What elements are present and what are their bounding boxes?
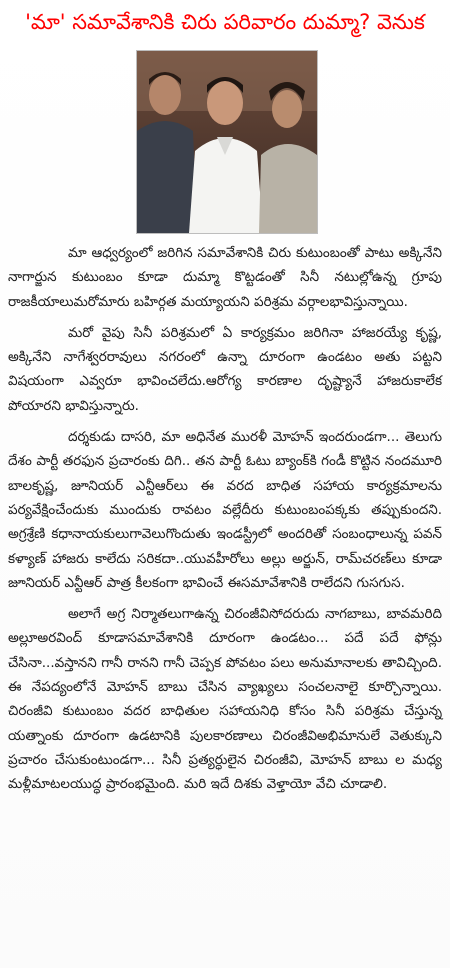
- paragraph-1: మా ఆధ్వర్యంలో జరిగిన సమావేశానికి చిరు కుటుంబంతో పాటు అక్కినేని నాగార్జున కుటుంబం కూడా దుమ్మా కొట్టడంతో సినీ నటుల్లోఉన్న గ్రూపు రాజకీయాలుమరోమారు బహిర్గత మయ్యాయని పరిశ్రమ వర్గాలభావిస్తున్నాయి.: [8, 245, 442, 310]
- paragraph-3: దర్శకుడు దాసరి, మా అధినేత మురళీ మోహన్ ఇందరుండగా... తెలుగు దేశం పార్టీ తరఫున ప్రచారంకు దిగి.. తన పార్టీ ఓటు బ్యాంక్‌కి గండీ కొట్టిన నందమూరి బాలకృష్ణ, జూనియర్ ఎన్టీఆర్‌లు ఈ వరద బాధిత సహాయ కార్యక్రమాలను పర్యవేక్షించేందుకు ముందుకు రావటం వల్లేదీరు కుటుంబంపక్కకు తప్పుకుందని. అగ్రశ్రేణి కధానాయకులుగావెలుగొందుతు ఇండస్ట్రీలో అందరితో సంబంధాలున్న పవన్ కళ్యాణ్ హాజరు కాలేదు సరికదా..యువహీరోలు అల్లు అర్జున్, రామ్‌చరణ్‌లు కూడా జూనియర్ ఎన్టీఆర్ పాత్ర కీలకంగా భావించే ఈసమావేశానికి రాలేదని గుసగుస.: [8, 429, 442, 591]
- article-body: [8, 241, 442, 804]
- paragraph-4: అలాగే అగ్ర నిర్మాతలుగాఉన్న చిరంజీవిసోదరుదు నాగబాబు, బావమరిది అల్లూఅరవింద్ కూడాసమావేశానికి దూరంగా ఉండటం... పదే పదే ఫోన్లు చేసినా...వస్తానని గానీ రానని గానీ చెప్పక పోవటం పలు అనుమానాలకు తావిచ్చింది. ఈ నేపద్యంలోనే మోహన్ బాబు చేసిన వ్యాఖ్యలు సంచలనాలై కూర్చొన్నాయి. చిరంజీవి కుటుంబం వదర బాధితుల సహాయనిధి కోసం సినీ పరిశ్రమ చేస్తున్న యత్నాంకు దూరంగా ఉడటానికి పులకారణాలు చిరంజీవిఅభిమానులే వెతుక్కుని ప్రచారం చేసుకుంటుండగా... సినీ ప్రత్యర్ధులైన చిరంజీవి, మోహన్ బాబు ల మధ్య మళ్లీమాటలయుద్ధ ప్రారంభమైంది. మరి ఇదే దిశకు వెళ్తాయో వేచి చూడాలి.: [8, 606, 442, 793]
- paragraph-2: మరో వైపు సినీ పరిశ్రమలో ఏ కార్యక్రమం జరిగినా హాజరయ్యే కృష్ణ, అక్కినేని నాగేశ్వరరావులు నగరంలో ఉన్నా దూరంగా ఉండటం అతు పట్టని విషయంగా ఎవ్వరూ భావించలేదు.ఆరోగ్య కారణాల దృష్ట్యానే హాజరుకాలేక పోయారని భావిస్తున్నారు.: [8, 324, 442, 414]
- news-photo: [136, 50, 318, 234]
- headline: 'మా' సమావేశానికి చిరు పరివారం దుమ్మా? వెనుక: [25, 10, 425, 34]
